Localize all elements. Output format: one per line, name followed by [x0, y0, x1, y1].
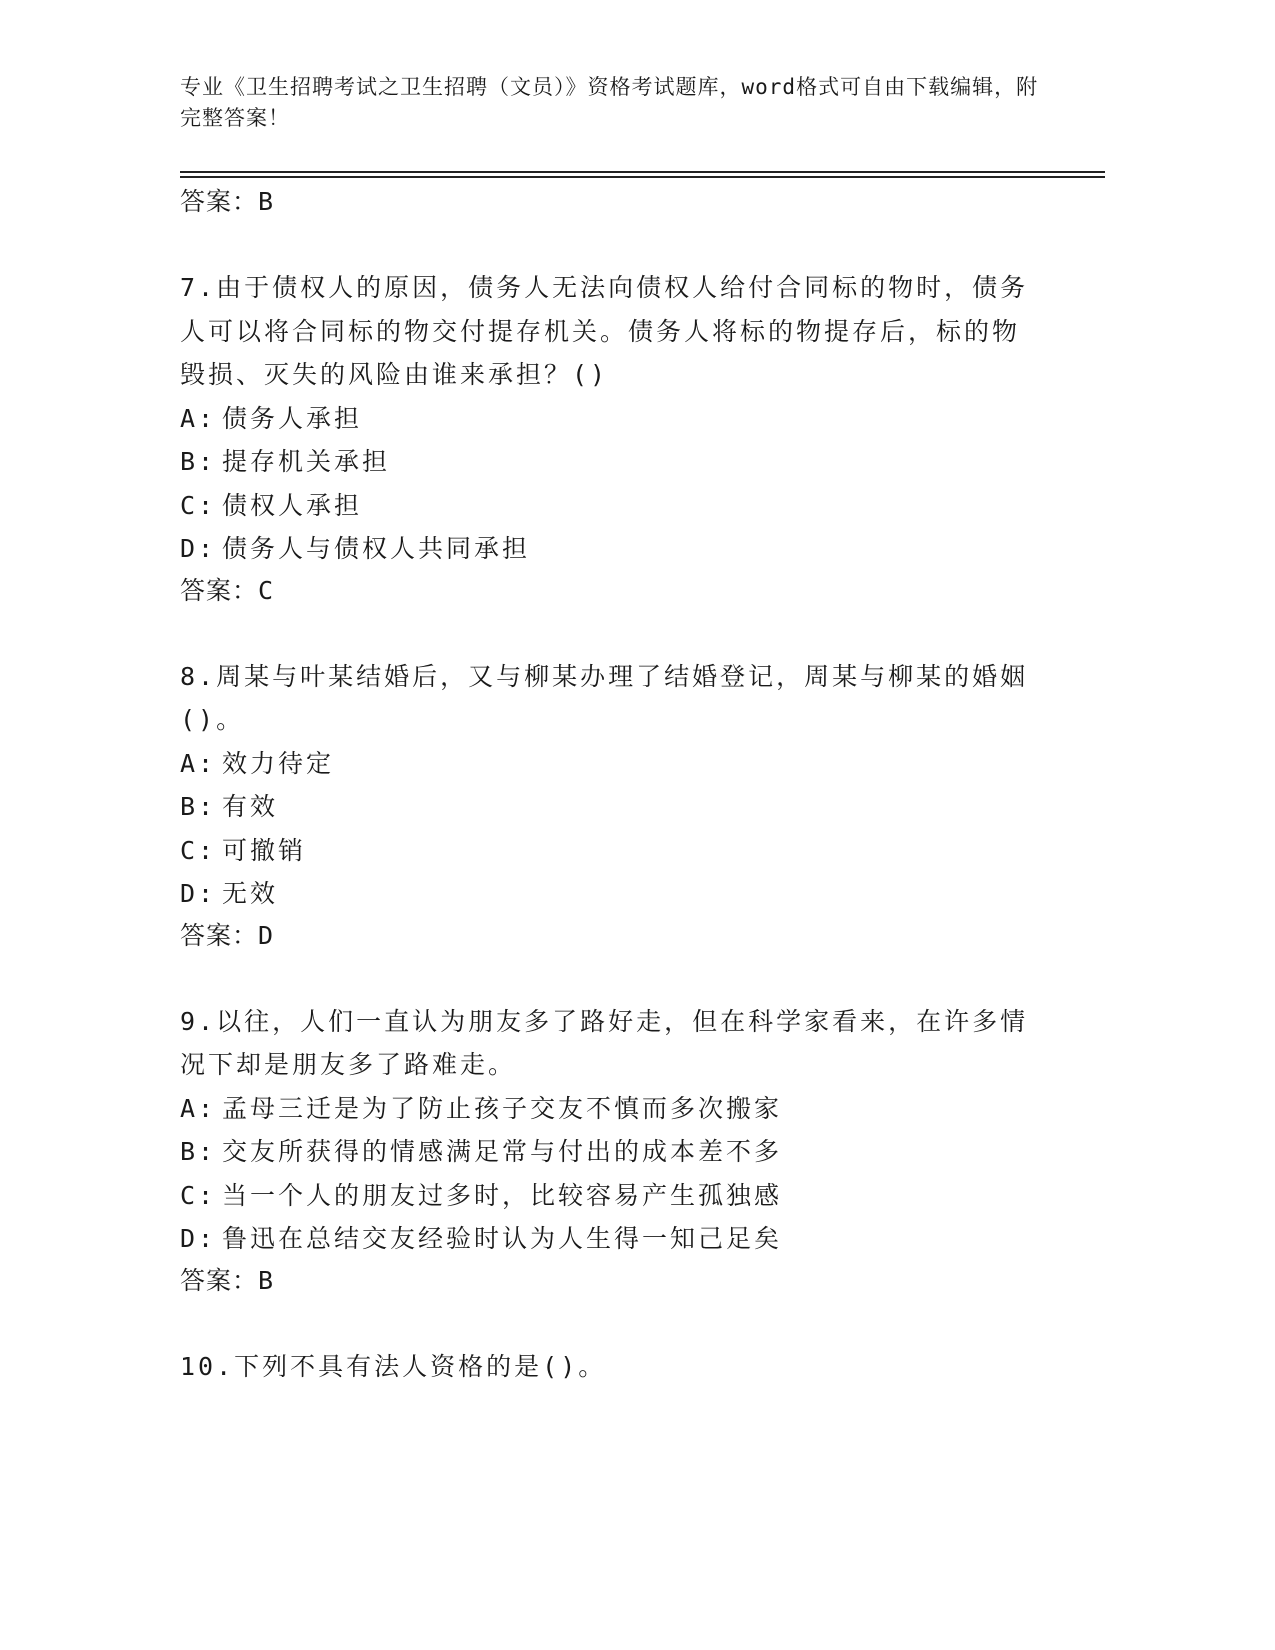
option-c	[180, 1174, 1040, 1218]
option-key: A:	[180, 748, 217, 778]
option-key: C:	[180, 1180, 217, 1210]
option-text: 孟母三迁是为了防止孩子交友不慎而多次搬家	[222, 1093, 783, 1123]
option-d	[180, 527, 1040, 571]
option-text: 效力待定	[222, 748, 335, 778]
option-c	[180, 829, 1040, 873]
option-b	[180, 440, 1040, 484]
answer-label: 答案：	[180, 920, 259, 950]
spacer	[180, 956, 1040, 1000]
header-rule-top	[180, 171, 1105, 173]
option-key: C:	[180, 490, 217, 520]
answer-label: 答案：	[180, 187, 259, 216]
question-text: 7.由于债权人的原因，债务人无法向债权人给付合同标的物时，债务人可以将合同标的物交付提存机关。债务人将标的物提存后，标的物毁损、灭失的风险由谁来承担？()	[180, 273, 1029, 389]
spacer	[180, 1301, 1040, 1345]
question-text: 8.周某与叶某结婚后，又与柳某办理了结婚登记，周某与柳某的婚姻()。	[180, 661, 1029, 734]
option-key: A:	[180, 403, 217, 433]
question-text: 10.下列不具有法人资格的是()。	[180, 1351, 607, 1381]
option-b	[180, 785, 1040, 829]
option-text: 债务人承担	[222, 403, 363, 433]
answer-line	[180, 916, 1040, 956]
answer-line	[180, 571, 1040, 611]
question-block-8	[180, 655, 1040, 956]
header-rule-bottom	[180, 176, 1105, 178]
spacer	[180, 222, 1040, 266]
question-block-7	[180, 266, 1040, 611]
option-text: 无效	[222, 879, 279, 908]
option-a	[180, 1087, 1040, 1131]
option-key: A:	[180, 1093, 217, 1123]
question-text: 9.以往，人们一直认为朋友多了路好走，但在科学家看来，在许多情况下却是朋友多了路难走。	[180, 1006, 1029, 1079]
option-text: 当一个人的朋友过多时，比较容易产生孤独感	[222, 1180, 783, 1210]
option-a	[180, 397, 1040, 441]
spacer	[180, 611, 1040, 655]
answer-value: D	[258, 920, 275, 950]
answer-value: B	[258, 1265, 275, 1295]
option-text: 提存机关承担	[222, 447, 391, 476]
option-a	[180, 742, 1040, 786]
question-block-10	[180, 1345, 1040, 1389]
question-block-9	[180, 1000, 1040, 1301]
option-text: 交友所获得的情感满足常与付出的成本差不多	[222, 1137, 783, 1166]
option-d	[180, 1217, 1040, 1261]
option-text: 可撤销	[222, 835, 307, 865]
option-key: B:	[180, 447, 217, 476]
answer-label: 答案：	[180, 1265, 259, 1295]
option-text: 债权人承担	[222, 490, 363, 520]
option-key: D:	[180, 534, 217, 563]
answer-value: C	[258, 575, 275, 605]
option-key: B:	[180, 1137, 217, 1166]
answer-label: 答案：	[180, 575, 259, 605]
answer-value: B	[258, 187, 275, 216]
option-key: D:	[180, 879, 217, 908]
answer-line	[180, 182, 1040, 222]
option-text: 债务人与债权人共同承担	[222, 534, 531, 563]
option-key: C:	[180, 835, 217, 865]
option-d	[180, 872, 1040, 916]
option-key: D:	[180, 1224, 217, 1253]
option-key: B:	[180, 792, 217, 821]
option-c	[180, 484, 1040, 528]
answer-line	[180, 1261, 1040, 1301]
option-text: 有效	[222, 792, 279, 821]
option-text: 鲁迅在总结交友经验时认为人生得一知己足矣	[222, 1224, 783, 1253]
header-text: 专业《卫生招聘考试之卫生招聘（文员）》资格考试题库，word格式可自由下载编辑，附完整答案！	[180, 75, 1039, 130]
document-header	[180, 72, 1040, 134]
document-body	[180, 182, 1040, 1388]
option-b	[180, 1130, 1040, 1174]
